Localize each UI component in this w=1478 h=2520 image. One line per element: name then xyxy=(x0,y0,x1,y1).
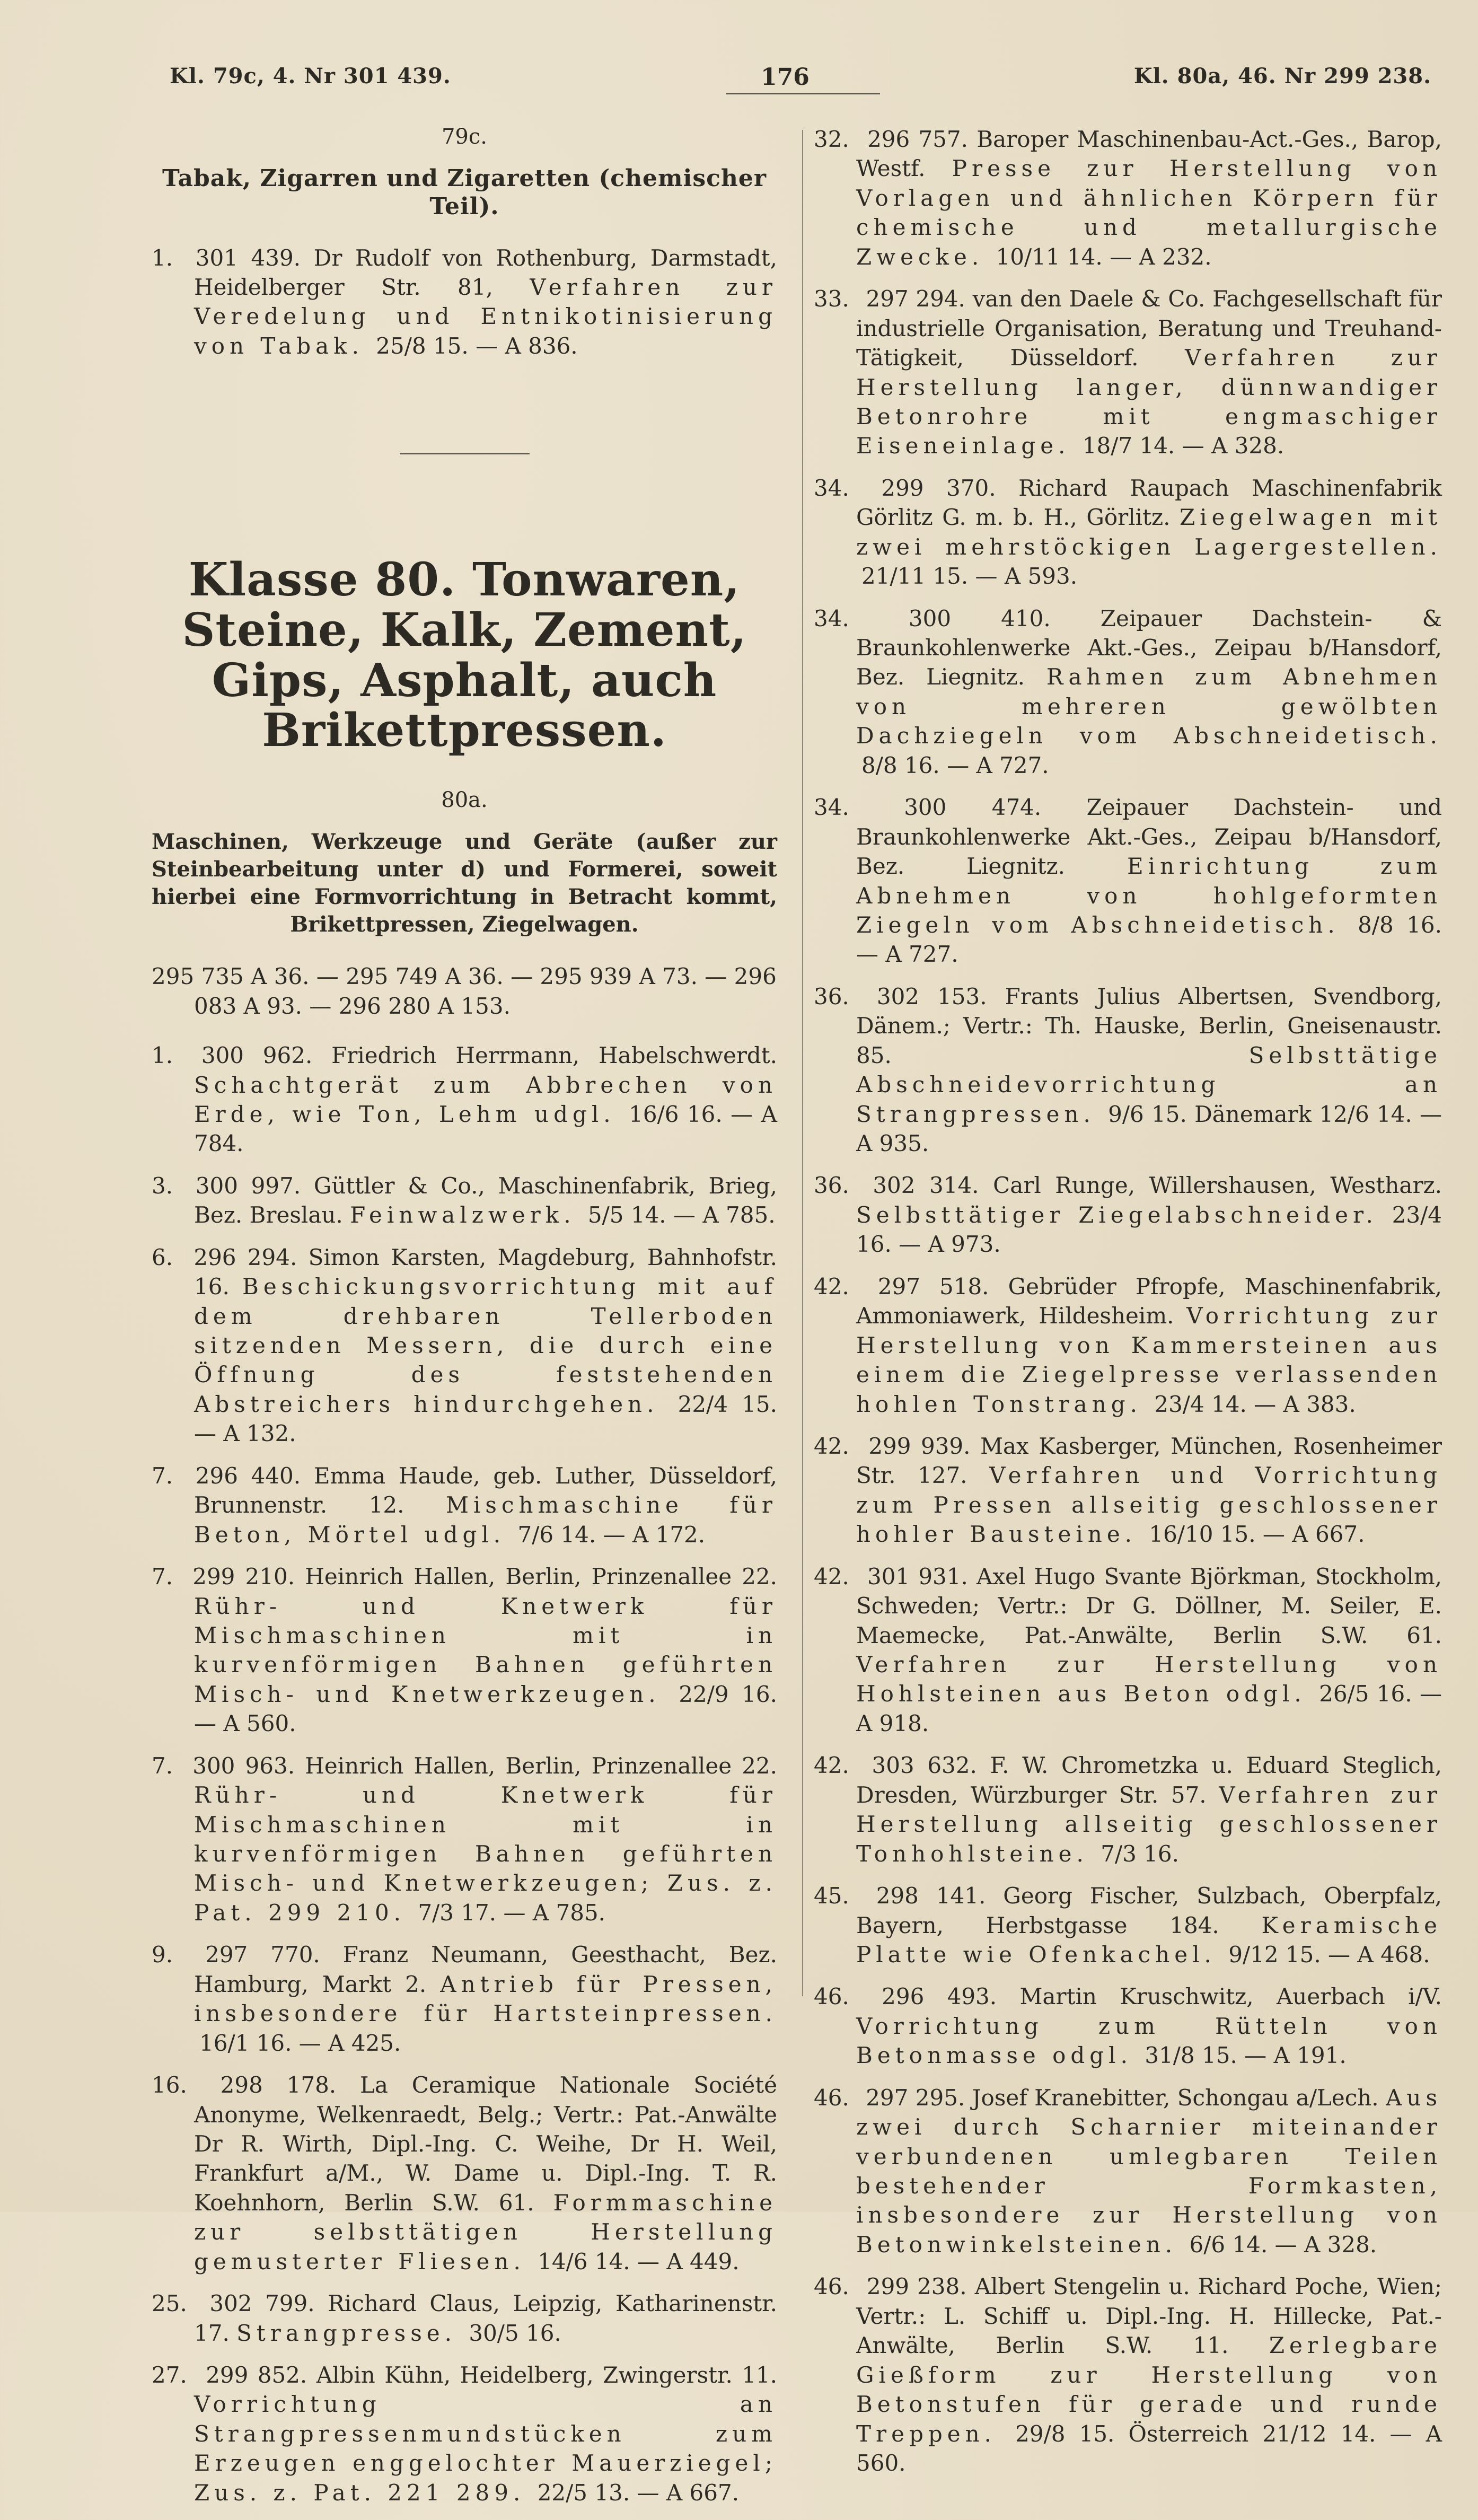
page-number: 176 xyxy=(761,64,810,91)
patent-holder: Gebrüder Pfropfe, Maschinenfabrik, Ammoniawerk, Hildesheim. xyxy=(856,1273,1442,1329)
entry-class-number: 34. xyxy=(814,605,849,631)
filing-date-reference: 7/3 17. — A 785. xyxy=(418,1899,606,1926)
patent-holder: Zeipauer Dachstein- und Braunkohlenwerke Akt.-Ges., Zeipau b/Hansdorf, Bez. Liegnitz. xyxy=(856,794,1442,880)
patent-holder: Baroper Maschinenbau-Act.-Ges., Barop, Westf. xyxy=(856,126,1442,182)
patent-holder: Albin Kühn, Heidelberg, Zwingerstr. 11. xyxy=(316,2362,778,2389)
patent-entry xyxy=(152,2360,777,2507)
filing-date-reference: 26/5 16. — A 918. xyxy=(856,1681,1442,1736)
patent-title: Verfahren zur Veredelung und Entnikotinisierung von Tabak. xyxy=(194,274,777,359)
patent-number: 302 314. xyxy=(873,1172,979,1199)
entry-class-number: 34. xyxy=(814,794,849,821)
patent-title: Feinwalzwerk. xyxy=(350,1202,576,1228)
patent-title: Vorrichtung zur Herstellung von Kammersteinen aus einem die Ziegelpresse verlassenden hohlen Tonstrang. xyxy=(856,1303,1442,1417)
patent-entry xyxy=(814,2083,1442,2260)
patent-number: 297 295. xyxy=(866,2084,965,2111)
entry-class-number: 46. xyxy=(814,2084,849,2111)
filing-date-reference: 14/6 14. — A 449. xyxy=(538,2248,740,2275)
patent-number: 299 210. xyxy=(192,1564,295,1590)
patent-number: 297 518. xyxy=(877,1273,989,1299)
patent-number: 302 799. xyxy=(209,2290,315,2317)
patent-title: Verfahren zur Herstellung von Hohlsteinen aus Beton odgl. xyxy=(856,1652,1442,1707)
patent-holder: Richard Claus, Leipzig, Katharinenstr. 17. xyxy=(194,2290,777,2346)
patent-number: 302 153. xyxy=(876,983,987,1009)
patent-title: Keramische Platte wie Ofenkachel. xyxy=(856,1912,1442,1968)
column-divider xyxy=(802,130,803,1996)
patent-entry xyxy=(814,284,1442,461)
patent-entry xyxy=(814,982,1442,1158)
patent-entry xyxy=(814,1881,1442,1969)
entry-class-number: 32. xyxy=(814,126,849,152)
left-column xyxy=(152,125,777,2520)
patent-holder: Güttler & Co., Maschinenfabrik, Brieg, Bez. Breslau. xyxy=(194,1172,778,1228)
patent-number: 299 852. xyxy=(206,2362,307,2389)
patent-entry xyxy=(814,1562,1442,1738)
patent-title: Schachtgerät zum Abbrechen von Erde, wie Ton, Lehm udgl. xyxy=(194,1072,777,1127)
patent-number: 300 963. xyxy=(192,1752,295,1779)
patent-entry xyxy=(814,1982,1442,2070)
patent-title: Ziegelwagen mit zwei mehrstöckigen Lagergestellen. xyxy=(856,504,1442,560)
patent-number: 300 962. xyxy=(201,1042,313,1069)
entry-class-number: 1. xyxy=(152,1042,173,1069)
patent-holder: Martin Kruschwitz, Auerbach i/V. xyxy=(1019,1983,1442,2010)
patent-holder: Heinrich Hallen, Berlin, Prinzenallee 22. xyxy=(305,1564,778,1590)
entry-class-number: 25. xyxy=(152,2290,187,2317)
patent-entry xyxy=(152,1751,777,1928)
filing-date-reference: 31/8 15. — A 191. xyxy=(1145,2042,1347,2069)
filing-date-reference: 5/5 14. — A 785. xyxy=(587,1202,776,1228)
subclass-number: 79c. xyxy=(441,125,487,149)
patent-entry xyxy=(814,793,1442,969)
patent-title: Beschickungsvorrichtung mit auf dem drehbaren Tellerboden sitzenden Messern, die durch eine Öffnung des feststehenden Abstreichers hindurchgehen. xyxy=(194,1274,777,1417)
entry-class-number: 46. xyxy=(814,2273,849,2300)
running-head-left: Kl. 79c, 4. Nr 301 439. xyxy=(170,64,451,89)
patent-holder: Emma Haude, geb. Luther, Düsseldorf, Brunnenstr. 12. xyxy=(194,1462,778,1518)
patent-entry xyxy=(814,604,1442,780)
entry-class-number: 36. xyxy=(814,1172,849,1199)
running-head-right: Kl. 80a, 46. Nr 299 238. xyxy=(1133,64,1431,89)
patent-number: 297 770. xyxy=(205,1942,320,1968)
patent-entry xyxy=(152,1243,777,1448)
patent-title: Zerlegbare Gießform zur Herstellung von Betonstufen für gerade und runde Treppen. xyxy=(856,2332,1442,2447)
filing-date-reference: 8/8 16. — A 727. xyxy=(856,911,1442,968)
patent-entry xyxy=(152,1171,777,1230)
patent-holder: Richard Raupach Maschinenfabrik Görlitz G. m. b. H., Görlitz. xyxy=(856,475,1442,531)
patent-title: Aus zwei durch Scharnier miteinander verbundenen umlegbaren Teilen bestehender Formkasten, insbesondere zur Herstellung von Betonwinkelsteinen. xyxy=(856,2084,1442,2258)
patent-holder: Axel Hugo Svante Björkman, Stockholm, Schweden; Vertr.: Dr G. Döllner, M. Seiler, E. Maemecke, Pat.-Anwälte, Berlin S.W. 61. xyxy=(856,1563,1442,1648)
patent-entry xyxy=(152,2289,777,2348)
filing-date-reference: 30/5 16. xyxy=(469,2320,561,2346)
patent-number: 303 632. xyxy=(872,1752,977,1779)
entry-class-number: 42. xyxy=(814,1563,849,1590)
patent-number: 299 238. xyxy=(866,2273,967,2300)
patent-holder: Friedrich Herrmann, Habelschwerdt. xyxy=(331,1042,778,1069)
right-column xyxy=(814,125,1442,2490)
entry-class-number: 6. xyxy=(152,1244,173,1270)
filing-date-reference: 6/6 14. — A 328. xyxy=(1189,2231,1377,2258)
filing-date-reference: 16/1 16. — A 425. xyxy=(199,2030,401,2056)
patent-title: Rahmen zum Abnehmen von mehreren gewölbten Dachziegeln vom Abschneidetisch. xyxy=(856,664,1442,749)
section-divider-rule xyxy=(400,453,530,454)
patent-number: 300 997. xyxy=(195,1172,301,1199)
patent-entry xyxy=(814,2272,1442,2478)
entry-class-number: 42. xyxy=(814,1433,849,1459)
subclass-title: Tabak, Zigarren und Zigaretten (chemischer Teil). xyxy=(162,165,767,220)
patent-entry xyxy=(152,243,777,361)
patent-entry xyxy=(814,1272,1442,1419)
entry-class-number: 45. xyxy=(814,1883,849,1909)
entry-class-number: 33. xyxy=(814,286,849,312)
patent-number: 296 294. xyxy=(193,1244,297,1270)
patent-title: Presse zur Herstellung von Vorlagen und ähnlichen Körpern für chemische und metallurgische Zwecke. xyxy=(856,155,1442,270)
patent-entry xyxy=(814,1751,1442,1868)
patent-title: Formmaschine zur selbsttätigen Herstellung gemusterter Fliesen. xyxy=(194,2189,777,2275)
entry-class-number: 3. xyxy=(152,1172,173,1199)
entry-class-number: 46. xyxy=(814,1983,849,2010)
patent-number: 300 474. xyxy=(904,794,1042,821)
entry-class-number: 7. xyxy=(152,1564,173,1590)
filing-date-reference: 9/12 15. — A 468. xyxy=(1228,1941,1430,1968)
patent-holder: Franz Neumann, Geesthacht, Bez. Hamburg, Markt 2. xyxy=(194,1942,777,1997)
patent-title: Antrieb für Pressen, insbesondere für Hartsteinpressen. xyxy=(194,1971,777,2027)
entry-class-number: 34. xyxy=(814,475,849,501)
patent-number: 300 410. xyxy=(908,605,1051,631)
patent-title: Selbsttätiger Ziegelabschneider. xyxy=(856,1201,1378,1228)
filing-date-reference: 23/4 16. — A 973. xyxy=(856,1201,1442,1258)
entry-class-number: 42. xyxy=(814,1752,849,1779)
patent-holder: Georg Fischer, Sulzbach, Oberpfalz, Bayern, Herbstgasse 184. xyxy=(856,1883,1442,1938)
entry-class-number: 42. xyxy=(814,1273,849,1299)
filing-date-reference: 22/5 13. — A 667. xyxy=(537,2479,740,2506)
patent-title: Vorrichtung zum Rütteln von Betonmasse odgl. xyxy=(856,2013,1442,2069)
filing-date-reference: 10/11 14. — A 232. xyxy=(996,243,1212,270)
patent-title: Rühr- und Knetwerk für Mischmaschinen mit in kurvenförmigen Bahnen geführten Misch- und Knetwerkzeugen; Zus. z. Pat. 299 210. xyxy=(194,1782,777,1926)
filing-date-reference: 22/4 15. — A 132. xyxy=(194,1391,777,1447)
patent-holder: Heinrich Hallen, Berlin, Prinzenallee 22. xyxy=(305,1752,778,1779)
patent-entry xyxy=(152,1041,777,1158)
filing-date-reference: 7/3 16. xyxy=(1101,1840,1179,1867)
entry-class-number: 1. xyxy=(152,244,173,271)
patent-number: 299 939. xyxy=(868,1433,971,1459)
filing-date-reference: 16/6 16. — A 784. xyxy=(194,1101,777,1157)
patent-title: Rühr- und Knetwerk für Mischmaschinen mit in kurvenförmigen Bahnen geführten Misch- und Knetwerkzeugen. xyxy=(194,1593,777,1707)
patent-title: Einrichtung zum Abnehmen von hohlgeformten Ziegeln vom Abschneidetisch. xyxy=(856,853,1442,938)
patent-title: Verfahren und Vorrichtung zum Pressen allseitig geschlossener hohler Bausteine. xyxy=(856,1462,1442,1548)
patent-number: 296 493. xyxy=(882,1983,997,2010)
filing-date-reference: 22/9 16. — A 560. xyxy=(194,1681,777,1737)
cross-references: 295 735 A 36. — 295 749 A 36. — 295 939 A 73. — 296 083 A 93. — 296 280 A 153. xyxy=(152,963,777,1020)
patent-entry xyxy=(152,1940,777,2058)
filing-date-reference: 16/10 15. — A 667. xyxy=(1149,1521,1365,1548)
patent-holder: Carl Runge, Willershausen, Westharz. xyxy=(993,1172,1442,1199)
patent-entry xyxy=(814,1171,1442,1259)
patent-entry xyxy=(814,473,1442,591)
header-rule xyxy=(726,93,880,94)
patent-title: Mischmaschine für Beton, Mörtel udgl. xyxy=(194,1492,777,1548)
patent-holder: Josef Kranebitter, Schongau a/Lech. xyxy=(972,2084,1379,2111)
filing-date-reference: 9/6 15. Dänemark 12/6 14. — A 935. xyxy=(856,1101,1442,1156)
patent-number: 299 370. xyxy=(881,475,996,501)
entry-class-number: 27. xyxy=(152,2362,187,2389)
patent-number: 296 757. xyxy=(867,126,968,152)
patent-number: 296 440. xyxy=(195,1462,301,1489)
subclass-description: Maschinen, Werkzeuge und Geräte (außer zur Steinbearbeitung unter d) und Formerei, soweit hierbei eine Formvorrichtung in Betracht kommt, Brikettpressen, Ziegelwagen. xyxy=(152,829,777,937)
patent-entry xyxy=(152,2070,777,2276)
patent-number: 298 141. xyxy=(876,1883,986,1909)
patent-title: Verfahren zur Herstellung langer, dünnwandiger Betonrohre mit engmaschiger Eiseneinlage. xyxy=(856,345,1442,459)
filing-date-reference: 21/11 15. — A 593. xyxy=(861,563,1078,590)
patent-holder: Albert Stengelin u. Richard Poche, Wien; Vertr.: L. Schiff u. Dipl.-Ing. H. Hillecke, Pat.-Anwälte, Berlin S.W. 11. xyxy=(856,2273,1442,2359)
patent-holder: Dr Rudolf von Rothenburg, Darmstadt, Heidelberger Str. 81, xyxy=(194,244,778,301)
patent-holder: Zeipauer Dachstein- & Braunkohlenwerke Akt.-Ges., Zeipau b/Hansdorf, Bez. Liegnitz. xyxy=(856,605,1442,690)
filing-date-reference: 8/8 16. — A 727. xyxy=(861,752,1049,778)
subclass-number-80a: 80a. xyxy=(441,787,488,812)
entry-class-number: 7. xyxy=(152,1462,173,1489)
patent-entry xyxy=(152,1562,777,1738)
entry-class-number: 36. xyxy=(814,983,849,1009)
filing-date-reference: 23/4 14. — A 383. xyxy=(1154,1391,1356,1417)
patent-holder: Simon Karsten, Magdeburg, Bahnhofstr. 16. xyxy=(194,1244,778,1300)
patent-entry xyxy=(814,1432,1442,1549)
patent-number: 301 439. xyxy=(195,244,301,271)
entry-class-number: 9. xyxy=(152,1942,173,1968)
filing-date-reference: 29/8 15. Österreich 21/12 14. — A 560. xyxy=(856,2420,1442,2476)
filing-date-reference: 25/8 15. — A 836. xyxy=(376,332,578,359)
entries-80a-left xyxy=(152,1041,777,2507)
patent-number: 297 294. xyxy=(866,286,965,312)
patent-entry xyxy=(152,1461,777,1549)
patent-holder: La Ceramique Nationale Société Anonyme, Welkenraedt, Belg.; Vertr.: Pat.-Anwälte Dr R. Wirth, Dipl.-Ing. C. Weihe, Dr H. Weil, Frankfurt a/M., W. Dame u. Dipl.-Ing. T. R. Koehnhorn, Berlin S.W. 61. xyxy=(194,2072,777,2216)
patent-title: Selbsttätige Abschneidevorrichtung an Strangpressen. xyxy=(856,1042,1442,1127)
patent-holder: van den Daele & Co. Fachgesellschaft für industrielle Organisation, Beratung und Treuhand-Tätigkeit, Düsseldorf. xyxy=(856,286,1442,371)
entry-class-number: 16. xyxy=(152,2072,187,2098)
filing-date-reference: 18/7 14. — A 328. xyxy=(1082,433,1285,459)
patent-holder: Max Kasberger, München, Rosenheimer Str. 127. xyxy=(856,1433,1442,1489)
patent-title: Strangpresse. xyxy=(236,2320,456,2346)
patent-title: Vorrichtung an Strangpressenmundstücken zum Erzeugen enggelochter Mauerziegel; Zus. z. Pat. 221 289. xyxy=(194,2391,777,2506)
class-heading: Klasse 80. Tonwaren, Steine, Kalk, Zement, Gips, Asphalt, auch Brikettpressen. xyxy=(182,553,747,758)
patent-title: Verfahren zur Herstellung allseitig geschlossener Tonhohlsteine. xyxy=(856,1781,1442,1867)
patent-holder: F. W. Chrometzka u. Eduard Steglich, Dresden, Würzburger Str. 57. xyxy=(856,1752,1442,1808)
patent-holder: Frants Julius Albertsen, Svendborg, Dänem.; Vertr.: Th. Hauske, Berlin, Gneisenaustr. 85. xyxy=(856,983,1442,1068)
entry-class-number: 7. xyxy=(152,1752,173,1779)
patent-entry xyxy=(814,125,1442,271)
filing-date-reference: 7/6 14. — A 172. xyxy=(517,1521,706,1548)
entries-80a-right xyxy=(814,125,1442,2478)
entries-79c xyxy=(152,243,777,361)
patent-number: 298 178. xyxy=(220,2072,337,2098)
patent-number: 301 931. xyxy=(867,1563,968,1590)
